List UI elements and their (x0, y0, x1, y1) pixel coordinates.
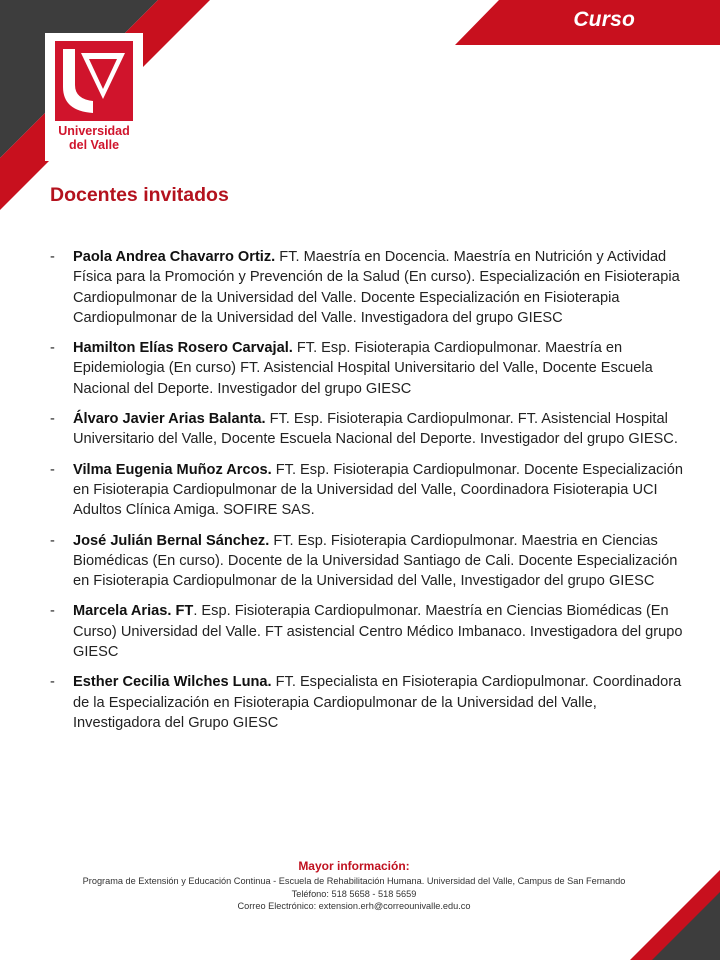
faculty-name: Vilma Eugenia Muñoz Arcos. (73, 461, 272, 478)
university-logo (45, 33, 143, 161)
list-item (46, 601, 686, 662)
faculty-description: FT. Maestría en Docencia. Maestría en Nutrición y Actividad Física para la Promoción y Prevención de la Salud (En curso). Especialización en Fisioterapia Cardiopulmonar de la Universidad del Valle. Docente Especialización en Fisioterapia Cardiopulmonar de la Universidad del Valle. Investigadora del grupo GIESC (73, 249, 680, 326)
list-item (46, 247, 686, 328)
faculty-name: José Julián Bernal Sánchez. (73, 532, 270, 549)
faculty-description: . Esp. Fisioterapia Cardiopulmonar. Maestría en Ciencias Biomédicas (En Curso) Universidad del Valle. FT asistencial Centro Médico Imbanaco. Investigadora del grupo GIESC (73, 603, 683, 661)
logo-line-1: Universidad (58, 124, 130, 138)
faculty-description: FT. Esp. Fisioterapia Cardiopulmonar. Docente Especialización en Fisioterapia Cardiopulmonar de la Universidad del Valle, Coordinadora Fisioterapia UCI Adultos Clínica Amiga. SOFIRE SAS. (73, 461, 683, 519)
list-item (46, 338, 686, 399)
footer-heading: Mayor información: (298, 859, 410, 873)
list-bullet: - (50, 532, 55, 549)
list-bullet: - (50, 340, 55, 357)
list-item (46, 672, 686, 733)
list-item (46, 409, 686, 450)
section-title: Docentes invitados (50, 184, 229, 206)
faculty-description: FT. Especialista en Fisioterapia Cardiopulmonar. Coordinadora de la Especialización en Fisioterapia Cardiopulmonar de la Universidad del Valle, Investigadora del Grupo GIESC (73, 674, 682, 731)
faculty-name: Marcela Arias. FT (73, 603, 194, 620)
faculty-name: Hamilton Elías Rosero Carvajal. (73, 340, 293, 357)
footer-program: Programa de Extensión y Educación Continua - Escuela de Rehabilitación Humana. Universidad del Valle, Campus de San Fernando (82, 876, 626, 886)
faculty-name: Esther Cecilia Wilches Luna. (73, 674, 272, 691)
list-bullet: - (50, 674, 55, 691)
logo-line-2: del Valle (68, 138, 120, 152)
logo-wordmark (45, 124, 143, 152)
footer-phone: Teléfono: 518 5658 - 518 5659 (291, 888, 417, 899)
faculty-name: Paola Andrea Chavarro Ortiz. (73, 249, 276, 265)
list-item (46, 531, 686, 592)
footer (0, 857, 708, 913)
list-bullet: - (50, 461, 55, 478)
faculty-description: FT. Esp. Fisioterapia Cardiopulmonar. FT. Asistencial Hospital Universitario del Valle, Docente Escuela Nacional del Deporte. Investigador del grupo GIESC. (73, 411, 678, 448)
list-bullet: - (50, 249, 55, 265)
list-item (46, 460, 686, 521)
univalle-emblem-icon (55, 41, 133, 121)
faculty-description: FT. Esp. Fisioterapia Cardiopulmonar. Maestría en Epidemiologia (En curso) FT. Asistencial Hospital Universitario del Valle, Docente Escuela Nacional del Deporte. Investigador del grupo GIESC (73, 340, 653, 397)
list-bullet: - (50, 603, 55, 620)
faculty-list (46, 247, 686, 743)
footer-email[interactable]: Correo Electrónico: extension.erh@correounivalle.edu.co (237, 901, 471, 912)
course-label: Curso (573, 8, 635, 31)
list-bullet: - (50, 411, 55, 428)
faculty-name: Álvaro Javier Arias Balanta. (73, 411, 266, 428)
faculty-description: FT. Esp. Fisioterapia Cardiopulmonar. Maestria en Ciencias Biomédicas (En curso). Docente de la Universidad Santiago de Cali. Docente Especialización en Fisioterapia Cardiopulmonar de la Universidad del Valle, Investigador del grupo GIESC (73, 532, 678, 590)
